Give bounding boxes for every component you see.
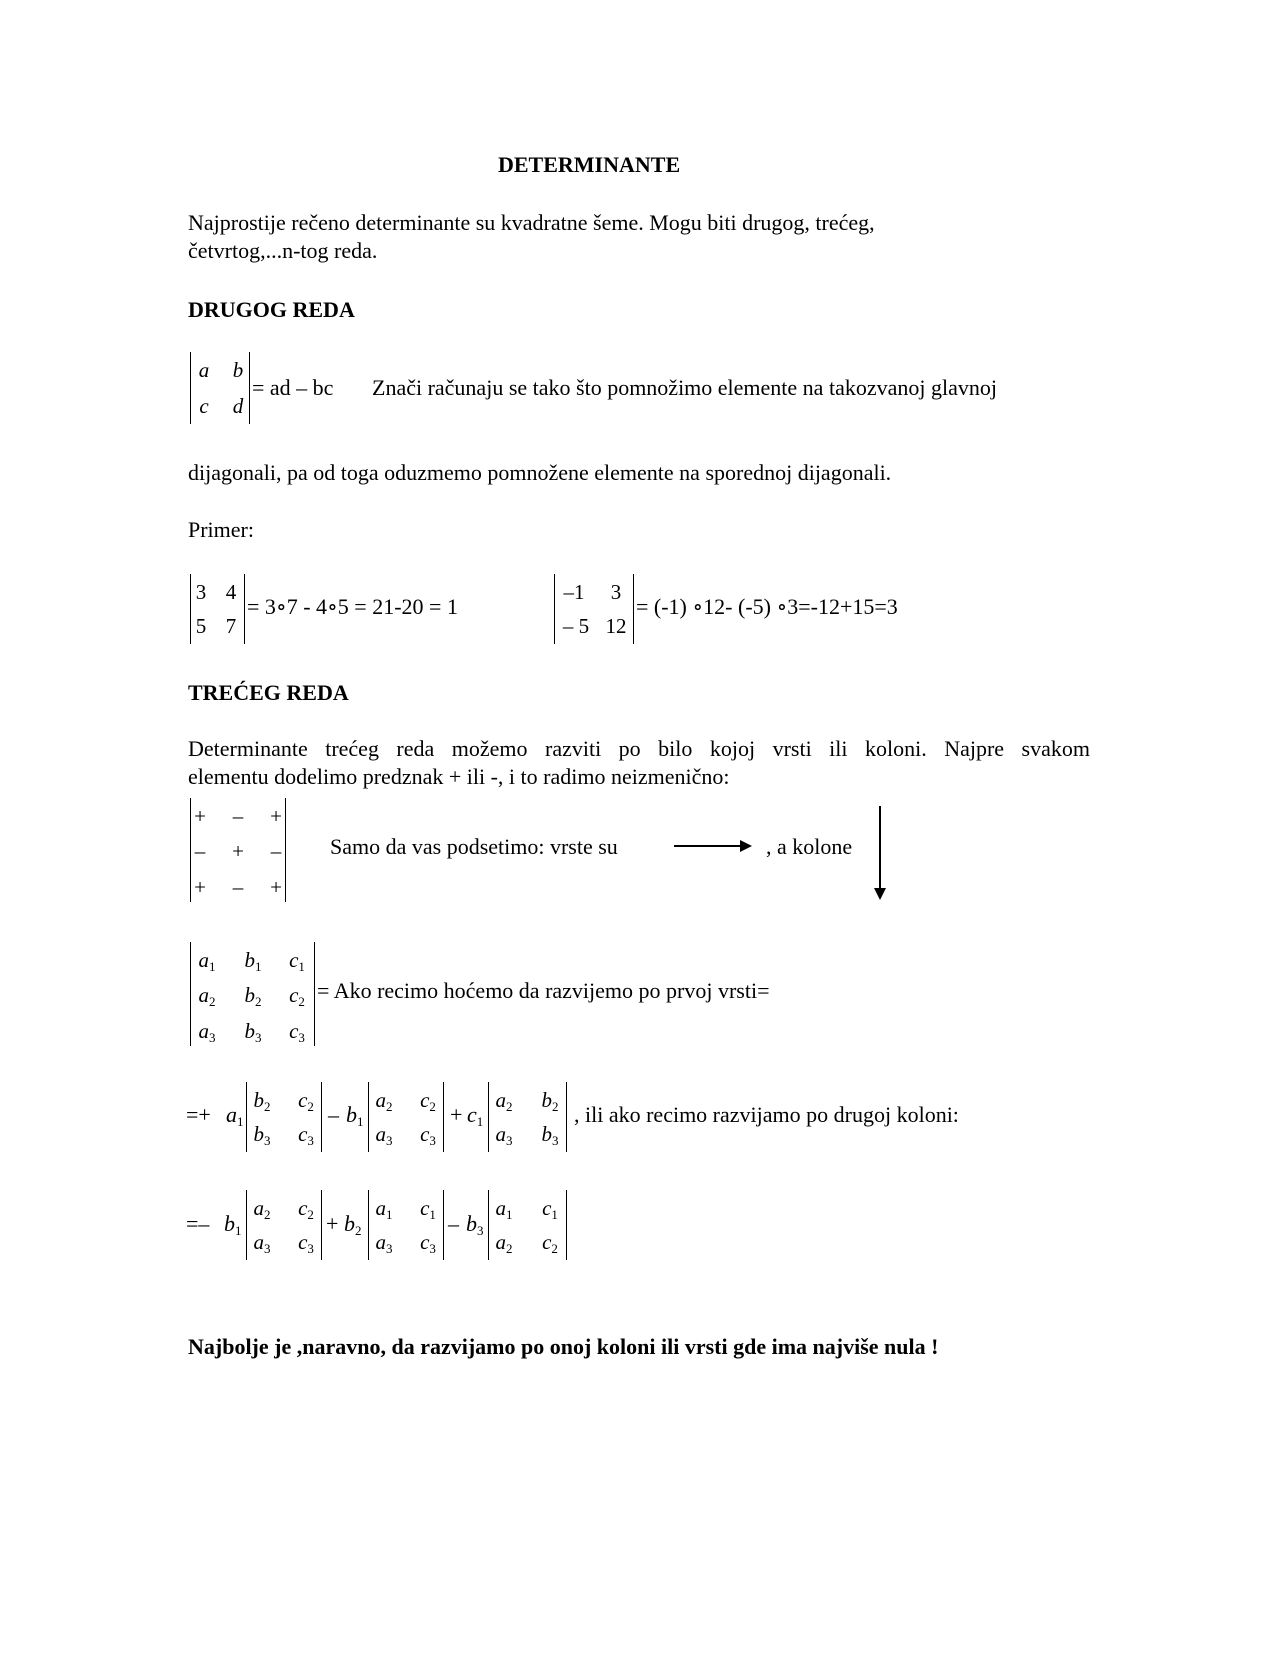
section-heading-drugog-reda: DRUGOG REDA (188, 297, 355, 322)
det-cell: 3 (195, 580, 207, 604)
section3-paragraph-line-1: Determinante trećeg reda možemo razviti po bilo kojoj vrsti ili koloni. Najpre svakom (188, 736, 1090, 761)
reminder-rows-text: Samo da vas podsetimo: vrste su (330, 834, 618, 859)
sign-cell: + (232, 839, 244, 863)
det-cell: 7 (225, 614, 237, 638)
det-cell-b3: $b_3$ (244, 1019, 262, 1045)
det-cell: –1 (563, 580, 585, 604)
det-cell-b2: $b_2$ (244, 983, 262, 1009)
determinant-example-1 (190, 574, 245, 644)
det-cell-c2: $c_2$ (289, 983, 305, 1009)
det-cell: 5 (195, 614, 207, 638)
minor-a2b2-a3b3: $a_2$ $b_2$ $a_3$ $b_3$ (488, 1082, 567, 1152)
minor-a1c1-a2c2: $a_1$ $c_1$ $a_2$ $c_2$ (488, 1190, 567, 1260)
eq-plus: =+ (186, 1102, 211, 1127)
coef-c1: $c_1$ (467, 1102, 484, 1129)
op-plus: + (450, 1102, 463, 1127)
determinant-2x2-general (190, 352, 250, 424)
op-minus-col: – (448, 1211, 459, 1236)
coef-b1-col: $b_1$ (224, 1211, 242, 1238)
coef-b3: $b_3$ (466, 1211, 484, 1238)
det-cell-a3: $a_3$ (198, 1019, 216, 1045)
down-arrow-icon (872, 806, 888, 902)
minor-a1c1-a3c3: $a_1$ $c_1$ $a_3$ $c_3$ (368, 1190, 444, 1260)
sign-cell: – (194, 839, 206, 863)
intro-line-2: četvrtog,...n-tog reda. (188, 238, 378, 263)
det-cell-b1: $b_1$ (244, 948, 262, 974)
det-formula-result: = ad – bc (252, 375, 334, 400)
explanation-continued: dijagonali, pa od toga oduzmemo pomnožene elemente na sporednoj dijagonali. (188, 460, 892, 485)
det3-expansion-text: = Ako recimo hoćemo da razvijemo po prvoj vrsti= (317, 978, 770, 1003)
sign-cell: – (232, 875, 244, 899)
det-cell-a1: $a_1$ (198, 948, 216, 974)
determinant-3x3 (190, 942, 315, 1046)
det-cell-c1: $c_1$ (289, 948, 305, 974)
det-cell-b: b (232, 358, 244, 382)
section3-paragraph-line-2: elementu dodelimo predznak + ili -, i to radimo neizmenično: (188, 764, 730, 789)
sign-cell: + (270, 875, 282, 899)
sign-cell: + (194, 804, 206, 828)
example-2-result: = (-1) ∘12- (-5) ∘3=-12+15=3 (636, 594, 898, 619)
sign-cell: + (194, 875, 206, 899)
det-formula-explanation: Znači računaju se tako što pomnožimo elemente na takozvanoj glavnoj (372, 375, 997, 400)
det-cell-a: a (198, 358, 210, 382)
determinant-example-2 (554, 574, 634, 644)
det-cell: 4 (225, 580, 237, 604)
section-heading-treceg-reda: TREĆEG REDA (188, 680, 349, 705)
op-plus-col: + (326, 1211, 339, 1236)
coef-b1: $b_1$ (346, 1102, 364, 1129)
det-cell-c3: $c_3$ (289, 1019, 305, 1045)
det-cell: 12 (605, 614, 627, 638)
right-arrow-icon (674, 838, 754, 854)
sign-pattern-matrix (190, 798, 286, 902)
example-1-result: = 3∘7 - 4∘5 = 21-20 = 1 (247, 594, 458, 619)
det-cell-a2: $a_2$ (198, 983, 216, 1009)
sign-cell: – (232, 804, 244, 828)
det-cell-d: d (232, 394, 244, 418)
minor-a2c2-a3c3-col: $a_2$ $c_2$ $a_3$ $c_3$ (246, 1190, 322, 1260)
reminder-columns-text: , a kolone (766, 834, 853, 859)
row-expansion-text: , ili ako recimo razvijamo po drugoj koloni: (574, 1102, 959, 1127)
coef-a1: $a_1$ (226, 1102, 244, 1129)
sign-cell: – (270, 839, 282, 863)
eq-minus: =– (186, 1211, 210, 1236)
sign-cell: + (270, 804, 282, 828)
minor-b2c2-b3c3: $b_2$ $c_2$ $b_3$ $c_3$ (246, 1082, 322, 1152)
intro-line-1: Najprostije rečeno determinante su kvadratne šeme. Mogu biti drugog, trećeg, (188, 210, 875, 235)
det-cell-c: c (199, 394, 209, 418)
det-cell: 3 (610, 580, 622, 604)
page-title: DETERMINANTE (498, 152, 681, 177)
conclusion: Najbolje je ,naravno, da razvijamo po onoj koloni ili vrsti gde ima najviše nula ! (188, 1334, 939, 1359)
minor-a2c2-a3c3: $a_2$ $c_2$ $a_3$ $c_3$ (368, 1082, 444, 1152)
coef-b2: $b_2$ (344, 1211, 362, 1238)
det-cell: – 5 (562, 614, 590, 638)
op-minus: – (328, 1102, 339, 1127)
example-label: Primer: (188, 517, 254, 542)
